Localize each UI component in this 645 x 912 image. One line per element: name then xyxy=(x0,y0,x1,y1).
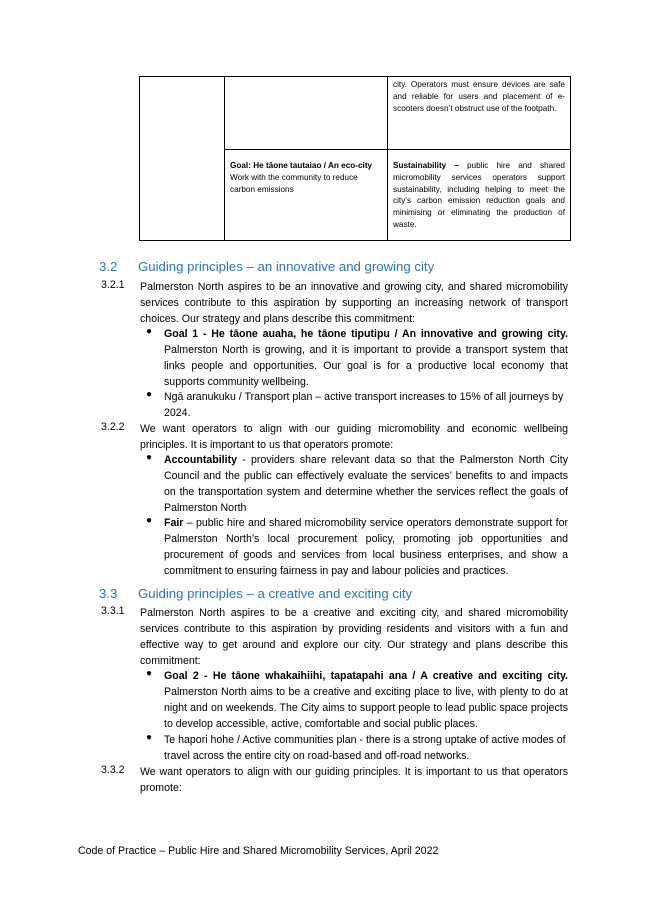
goal-text: Work with the community to reduce carbon emissions xyxy=(230,172,358,194)
section-title: Guiding principles – an innovative and growing city xyxy=(138,259,435,274)
paragraph-3-2-2: We want operators to align with our guiding micromobility and economic wellbeing principles. It is important to us that operators promote: xyxy=(140,423,568,451)
bullet-icon: ● xyxy=(146,389,153,400)
bullet-goal-1 xyxy=(164,326,568,390)
section-number: 3.2 xyxy=(99,259,118,274)
paragraph-number: 3.2.1 xyxy=(101,279,125,291)
goal-title: Goal: He tāone tautaiao / An eco-city xyxy=(230,161,373,170)
section-title: Guiding principles – a creative and exciting city xyxy=(138,586,413,601)
table-cell-principle xyxy=(388,150,571,241)
paragraph-3-3-2: We want operators to align with our guiding principles. It is important to us that operators promote: xyxy=(140,766,568,794)
bullet-title: Goal 1 - He tāone auaha, he tāone tiputipu / An innovative and growing city. xyxy=(164,328,568,340)
bullet-goal-2 xyxy=(164,668,568,732)
bullet-text: - providers share relevant data so that the Palmerston North City Council and the public can effectively evaluate the services’ benefits to and impacts on the transportation system and determine whether the services reflect the goals of Palmerston North xyxy=(164,454,568,514)
paragraph-3-3-1: Palmerston North aspires to be a creative and exciting city, and shared micromobility services contribute to this aspiration by providing residents and visitors with a fun and effective way to get around and explore our city. Our strategy and plans describe this commitment: xyxy=(140,607,568,667)
bullet-text: – public hire and shared micromobility service operators demonstrate support for Palmerston North’s local procurement policy, promoting job opportunities and procurement of goods and services from local business enterprises, and show a commitment to ensuring fairness in pay and labour policies and practices. xyxy=(164,517,568,577)
bullet-icon: ● xyxy=(146,732,153,743)
section-heading-3-3 xyxy=(99,586,412,601)
page-footer: Code of Practice – Public Hire and Shared Micromobility Services, April 2022 xyxy=(78,845,439,857)
bullet-transport-plan: Ngā aranukuku / Transport plan – active transport increases to 15% of all journeys by 2024. xyxy=(164,391,564,419)
bullet-icon: ● xyxy=(146,452,153,463)
bullet-text: Palmerston North aims to be a creative and exciting place to live, with plenty to do at night and on weekends. The City aims to support people to lead public space projects to develop accessible, active, comfortable and social public places. xyxy=(164,686,568,730)
table-cell-empty xyxy=(225,77,388,150)
bullet-accountability xyxy=(164,452,568,516)
table-cell-principle: city. Operators must ensure devices are safe and reliable for users and placement of e-scooters doesn’t obstruct use of the footpath. xyxy=(388,77,571,150)
bullet-title: Fair xyxy=(164,517,184,529)
table-cell-goal xyxy=(225,150,388,241)
bullet-active-communities: Te hapori hohe / Active communities plan - there is a strong uptake of active modes of travel across the entire city on road-based and off-road networks. xyxy=(164,734,566,762)
bullet-text: Palmerston North is growing, and it is important to provide a transport system that links people and opportunities. Our goal is for a productive local economy that supports community wellbeing. xyxy=(164,344,568,388)
bullet-icon: ● xyxy=(146,668,153,679)
principle-title: Sustainability – xyxy=(393,161,459,170)
paragraph-number: 3.3.2 xyxy=(101,764,125,776)
bullet-icon: ● xyxy=(146,326,153,337)
goals-principles-table xyxy=(139,76,571,241)
principle-text: public hire and shared micromobility services operators support sustainability, including helping to meet the city’s carbon emission reduction goals and minimising or eliminating the production of waste. xyxy=(393,161,565,229)
paragraph-number: 3.3.1 xyxy=(101,605,125,617)
table-row xyxy=(140,77,571,150)
paragraph-number: 3.2.2 xyxy=(101,421,125,433)
bullet-icon: ● xyxy=(146,515,153,526)
bullet-fair xyxy=(164,515,568,579)
paragraph-3-2-1: Palmerston North aspires to be an innovative and growing city, and shared micromobility services contribute to this aspiration by supporting an increasing network of transport choices. Our strategy and plans describe this commitment: xyxy=(140,281,568,325)
bullet-title: Accountability xyxy=(164,454,237,466)
table-cell-empty xyxy=(140,77,225,241)
bullet-title: Goal 2 - He tāone whakaihiihi, tapatapahi ana / A creative and exciting city. xyxy=(164,670,568,682)
section-number: 3.3 xyxy=(99,586,118,601)
section-heading-3-2 xyxy=(99,259,434,274)
